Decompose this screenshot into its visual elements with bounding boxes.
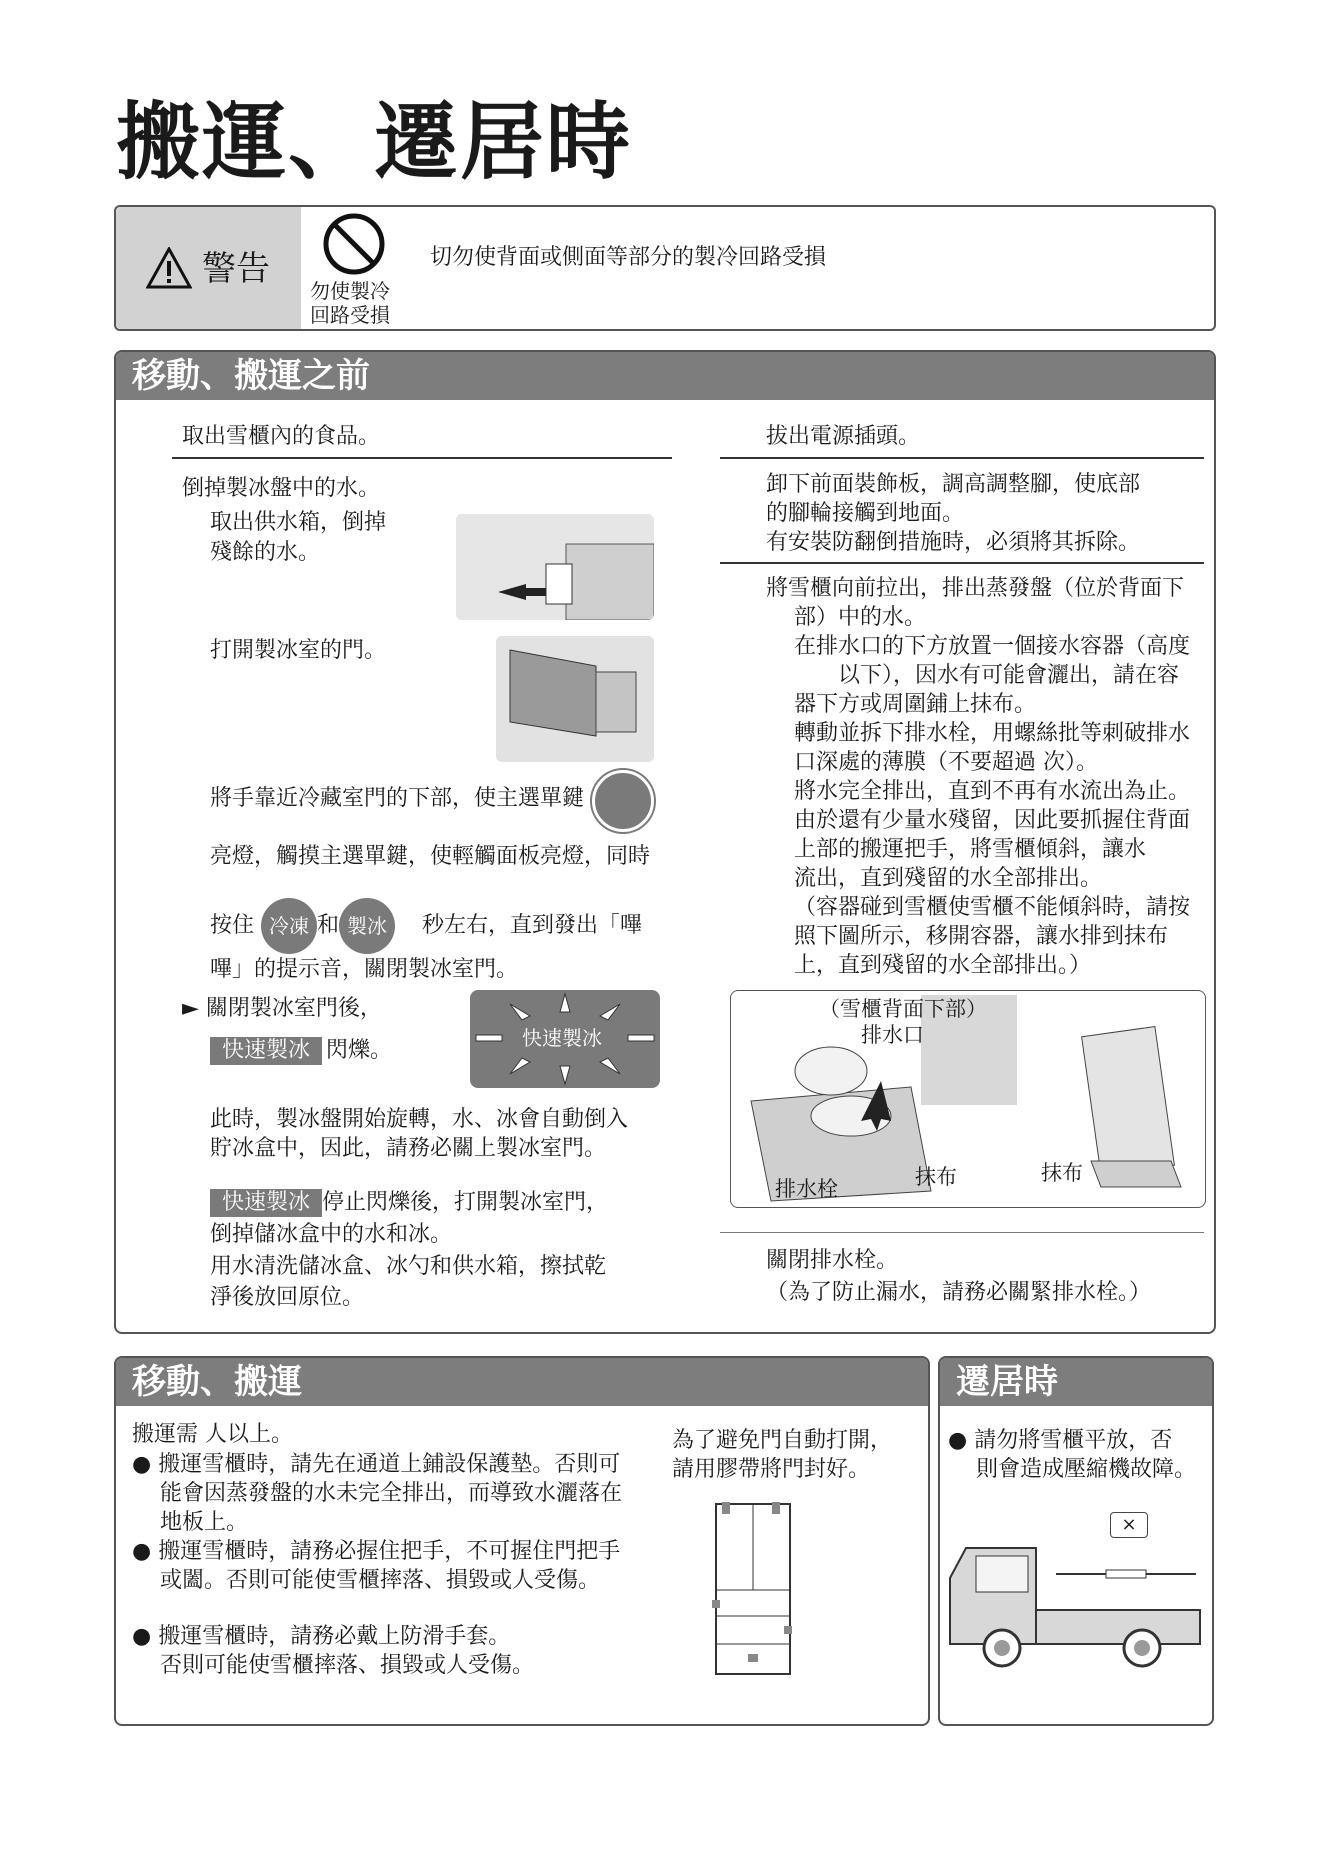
step-text: 拔出電源插頭。 xyxy=(766,424,921,449)
step-text: 上部的搬運把手，將雪櫃傾斜，讓水 xyxy=(794,837,1147,862)
divider xyxy=(720,457,1204,459)
step-text xyxy=(210,1188,608,1217)
step-text: 卸下前面裝飾板，調高調整腳，使底部 xyxy=(766,472,1141,497)
step-text: 以下），因水有可能會灑出，請在容 xyxy=(838,663,1180,688)
cross-icon: × xyxy=(1121,1514,1137,1535)
relocation-text: 則會造成壓縮機故障。 xyxy=(976,1457,1197,1482)
step-text: 關閉排水栓。 xyxy=(766,1248,899,1273)
text: 按住 xyxy=(210,913,255,938)
prohibition-icon xyxy=(321,211,387,277)
freeze-button-icon: 冷凍 xyxy=(261,898,317,954)
step-text: 有安裝防翻倒措施時，必須將其拆除。 xyxy=(766,530,1141,555)
bullet-text: 地板上。 xyxy=(160,1510,249,1535)
bullet-text: ● 搬運雪櫃時，請務必戴上防滑手套。 xyxy=(132,1624,511,1649)
step-text: 器下方或周圍鋪上抹布。 xyxy=(794,692,1037,717)
step-text: 取出雪櫃內的食品。 xyxy=(182,424,381,449)
diagram-caption: （雪櫃背面下部） xyxy=(819,997,987,1021)
step-text: 倒掉製冰盤中的水。 xyxy=(182,476,381,501)
main-menu-key-icon xyxy=(592,770,654,832)
step-text: 用水清洗儲冰盒、冰勺和供水箱，擦拭乾 xyxy=(210,1254,607,1279)
section-header: 移動、搬運之前 xyxy=(116,352,1214,400)
ice-door-illustration xyxy=(496,636,654,762)
step-text: 照下圖所示，移開容器，讓水排到抹布 xyxy=(794,924,1169,949)
step-text: 轉動並拆下排水栓，用螺絲批等刺破排水 xyxy=(794,721,1191,746)
step-text: 此時，製冰盤開始旋轉，水、冰會自動倒入 xyxy=(210,1107,629,1132)
page-title: 搬運、遷居時 xyxy=(116,93,633,191)
step-text: 嗶」的提示音，關閉製冰室門。 xyxy=(210,957,519,982)
tape-text: 請用膠帶將門封好。 xyxy=(672,1457,871,1482)
step-text: 由於還有少量水殘留，因此要抓握住背面 xyxy=(794,808,1191,833)
quick-ice-badge: 快速製冰 xyxy=(210,1189,322,1217)
bullet-text: 能會因蒸發盤的水未完全排出，而導致水灑落在 xyxy=(160,1481,623,1506)
warning-box xyxy=(114,205,1216,331)
icon-caption-1: 勿使製冷 xyxy=(310,279,390,303)
truck-illustration xyxy=(946,1540,1204,1670)
bullet-text: ● 搬運雪櫃時，請務必握住把手，不可握住門把手 xyxy=(132,1539,621,1564)
step-text: ► 關閉製冰室門後， xyxy=(182,996,382,1021)
step-text: 殘餘的水。 xyxy=(210,540,321,565)
step-text: 貯冰盒中，因此，請務必關上製冰室門。 xyxy=(210,1136,607,1161)
icon-caption-2: 回路受損 xyxy=(310,303,390,327)
divider xyxy=(720,562,1204,564)
warning-text: 切勿使背面或側面等部分的製冷回路受損 xyxy=(430,245,827,270)
section-header: 移動、搬運 xyxy=(116,1358,928,1406)
step-text: （容器碰到雪櫃使雪櫃不能傾斜時，請按 xyxy=(794,895,1191,920)
text: 和 xyxy=(317,913,340,938)
step-text: （為了防止漏水，請務必關緊排水栓。） xyxy=(766,1280,1152,1305)
ice-button-icon: 製冰 xyxy=(339,898,395,954)
bullet-text: 或闔。否則可能使雪櫃摔落、損毀或人受傷。 xyxy=(160,1568,601,1593)
quick-ice-panel xyxy=(470,990,660,1088)
text: 停止閃爍後，打開製冰室門， xyxy=(322,1190,609,1215)
step-text: 口深處的薄膜（不要超過 次）。 xyxy=(794,750,1098,775)
text: 閃爍。 xyxy=(326,1038,393,1063)
step-text: 亮燈，觸摸主選單鍵，使輕觸面板亮燈，同時 xyxy=(210,844,651,869)
drainage-diagram xyxy=(730,990,1206,1208)
step-text xyxy=(210,1036,392,1065)
tape-text: 為了避免門自動打開， xyxy=(672,1428,893,1453)
step-text: 倒掉儲冰盒中的水和冰。 xyxy=(210,1222,453,1247)
bullet-text: ● 搬運雪櫃時，請先在通道上鋪設保護墊。否則可 xyxy=(132,1452,621,1477)
step-text: 將手靠近冷藏室門的下部，使主選單鍵 xyxy=(210,786,585,811)
moving-intro: 搬運需 人以上。 xyxy=(132,1422,293,1447)
relocation-text: ● 請勿將雪櫃平放，否 xyxy=(948,1428,1173,1453)
divider xyxy=(720,1232,1204,1233)
step-text: 上，直到殘留的水全部排出。） xyxy=(794,953,1092,978)
quick-ice-badge: 快速製冰 xyxy=(210,1037,322,1065)
divider xyxy=(172,457,672,459)
step-text: 將水完全排出，直到不再有水流出為止。 xyxy=(794,779,1191,804)
taped-fridge-illustration xyxy=(712,1500,794,1678)
prohibited-mark xyxy=(1110,1512,1148,1538)
step-text: 流出，直到殘留的水全部排出。 xyxy=(794,866,1103,891)
caution-triangle-icon xyxy=(146,247,192,289)
step-text xyxy=(210,898,642,954)
step-text: 在排水口的下方放置一個接水容器（高度 xyxy=(794,634,1191,659)
warning-label: 警告 xyxy=(202,249,270,289)
step-text: 打開製冰室的門。 xyxy=(210,638,387,663)
section-header: 遷居時 xyxy=(940,1358,1212,1406)
step-text: 取出供水箱，倒掉 xyxy=(210,510,387,535)
step-text: 淨後放回原位。 xyxy=(210,1285,365,1310)
step-text: 將雪櫃向前拉出，排出蒸發盤（位於背面下 xyxy=(766,576,1185,601)
cloth-label: 抹布 xyxy=(915,1165,957,1189)
water-tank-illustration xyxy=(456,514,654,620)
bullet-text: 否則可能使雪櫃摔落、損毀或人受傷。 xyxy=(160,1653,535,1678)
drain-plug-label: 排水栓 xyxy=(775,1177,838,1201)
cloth-label: 抹布 xyxy=(1041,1161,1083,1185)
step-text: 的腳輪接觸到地面。 xyxy=(766,501,965,526)
drain-port-label: 排水口 xyxy=(861,1023,924,1047)
step-text: 部）中的水。 xyxy=(794,605,927,630)
text: 秒左右，直到發出「嗶 xyxy=(422,913,643,938)
panel-label: 快速製冰 xyxy=(522,1026,602,1050)
